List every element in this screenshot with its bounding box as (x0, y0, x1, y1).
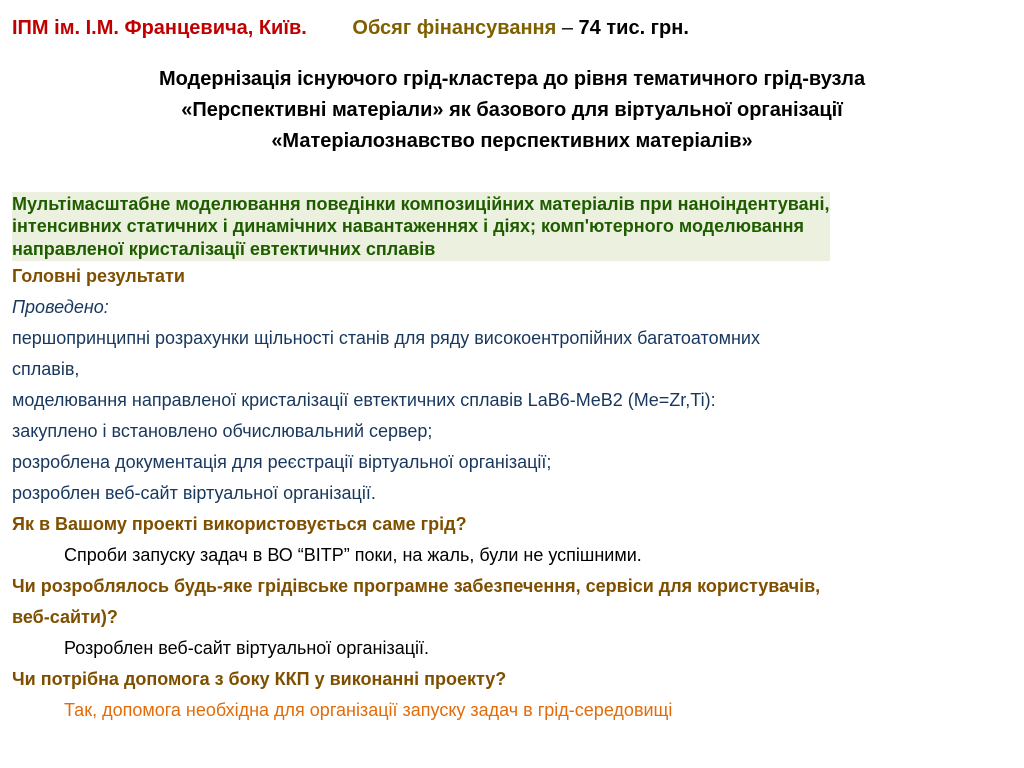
slide-header (12, 17, 689, 40)
result-item: розроблена документація для реєстрації віртуальної організації; (12, 452, 552, 473)
results-heading: Головні результати (12, 266, 185, 287)
topic-line-2: інтенсивних статичних і динамічних навантаженнях і діях; комп'ютерного моделювання (12, 216, 805, 237)
funding-info (352, 17, 688, 39)
answer-software: Розроблен веб-сайт віртуальної організації. (64, 638, 430, 659)
answer-grid-usage: Спроби запуску задач в ВО “ВІТР” поки, на жаль, були не успішними. (64, 545, 642, 566)
topic-line-1: Мультімасштабне моделювання поведінки композиційних матеріалів при наноіндентувані, (12, 194, 830, 214)
title-line-3: «Матеріалознавство перспективних матеріалів» (271, 130, 753, 152)
result-item: закуплено і встановлено обчислювальний сервер; (12, 421, 433, 442)
result-item: моделювання направленої кристалізації евтектичних сплавів LaB6-MeB2 (Me=Zr,Ti): (12, 390, 716, 411)
answer-help: Так, допомога необхідна для організації запуску задач в грід-середовищі (64, 700, 673, 721)
question-grid-usage: Як в Вашому проекті використовується саме грід? (12, 514, 467, 535)
slide-content (12, 192, 1017, 726)
topic-line-3: направленої кристалізації евтектичних сплавів (12, 238, 436, 259)
title-line-2: «Перспективні матеріали» як базового для віртуальної організації (181, 99, 843, 121)
question-help: Чи потрібна допомога з боку ККП у виконанні проекту? (12, 669, 507, 690)
funding-period: . (683, 17, 689, 39)
project-topic (12, 192, 830, 261)
title-line-1: Модернізація існуючого грід-кластера до рівня тематичного грід-вузла (158, 68, 866, 90)
done-label: Проведено: (12, 297, 109, 318)
slide-title (0, 64, 1024, 157)
question-software-line-1: Чи розроблялось будь-яке грідівське програмне забезпечення, сервіси для користувачів, (12, 576, 821, 597)
funding-label: Обсяг фінансування (352, 17, 557, 39)
result-item: першопринципні розрахунки щільності станів для ряду високоентропійних багатоатомних (12, 328, 760, 349)
result-item: розроблен веб-сайт віртуальної організації. (12, 483, 376, 504)
question-software-line-2: веб-сайти)? (12, 607, 118, 628)
funding-amount: 74 тис. грн (578, 17, 684, 39)
funding-dash: – (561, 17, 573, 39)
result-item: сплавів, (12, 359, 80, 380)
organization-name: ІПМ ім. І.М. Францевича, Київ. (12, 17, 307, 39)
